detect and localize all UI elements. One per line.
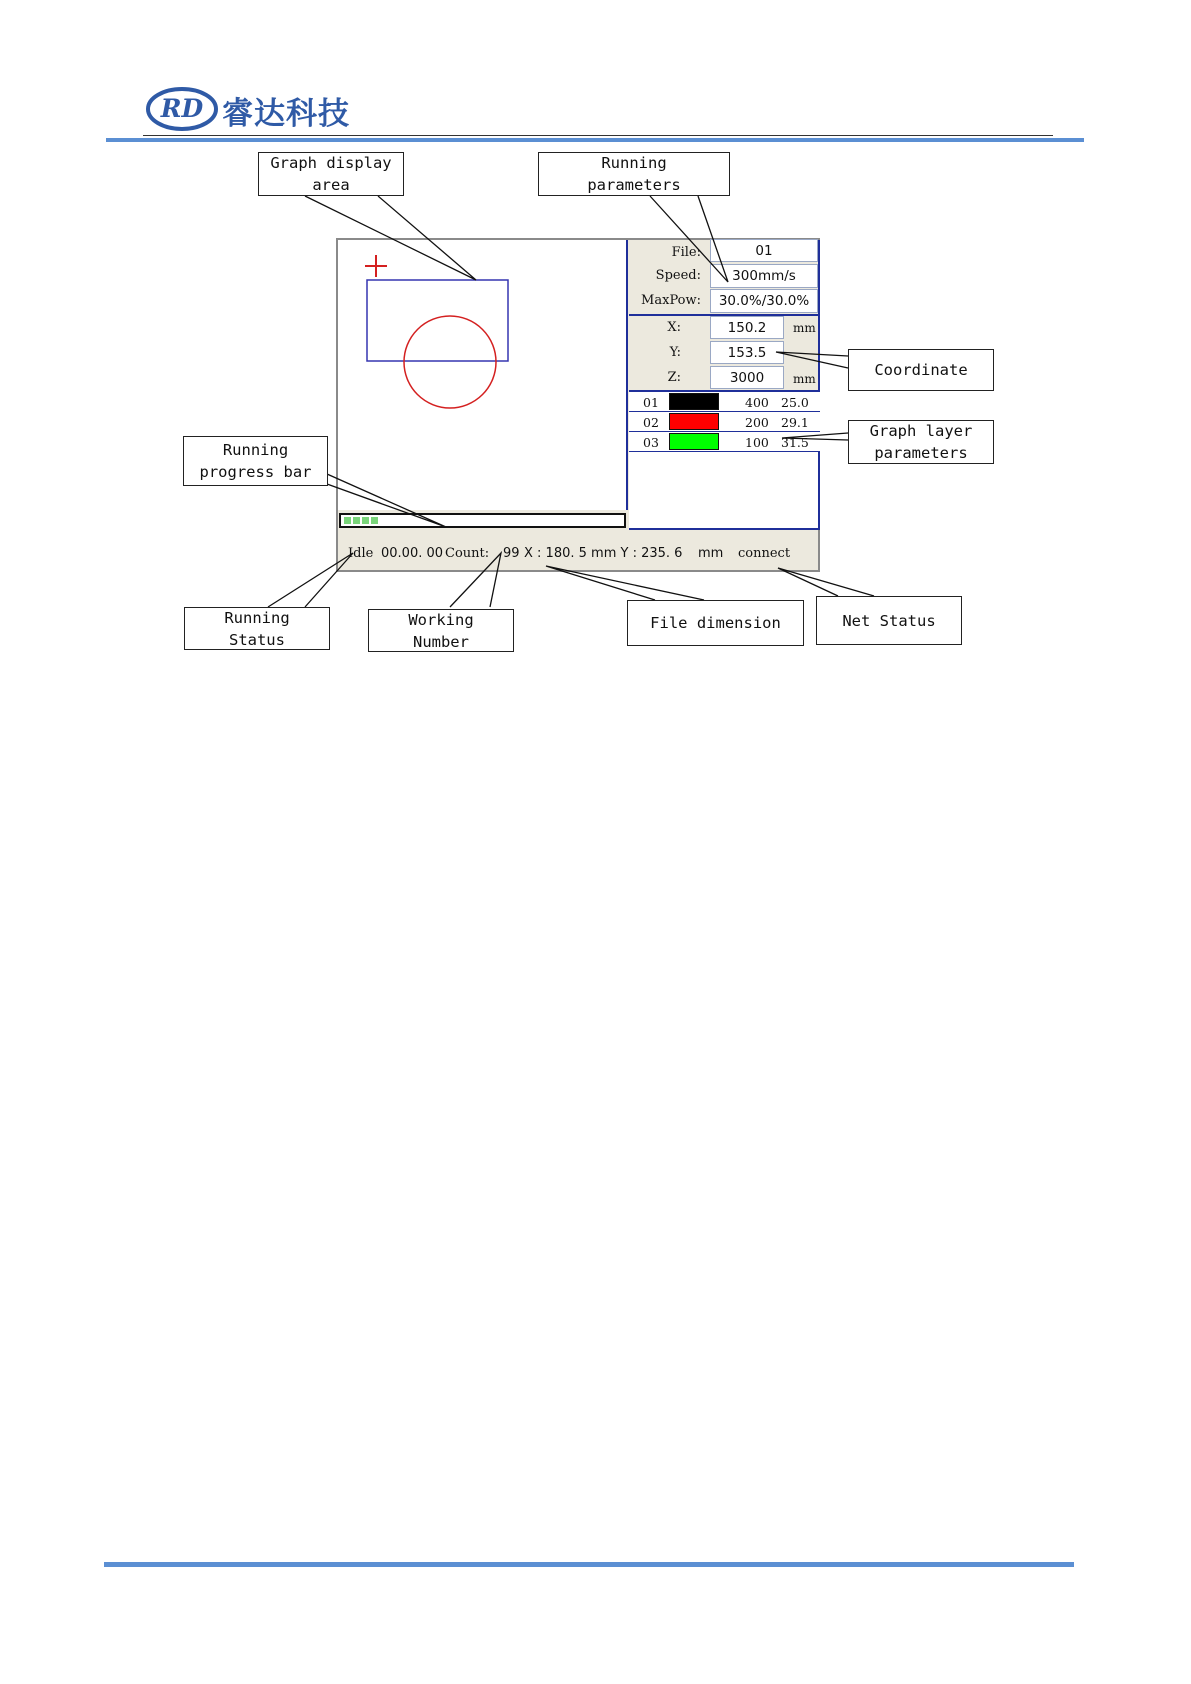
x-value: 150.2 <box>710 316 784 339</box>
status-bar <box>338 538 818 570</box>
speed-label: Speed: <box>655 268 701 283</box>
layer-row[interactable] <box>629 432 820 452</box>
graph-display-area <box>338 240 628 510</box>
maxpow-value: 30.0%/30.0% <box>710 289 818 313</box>
layer-color-swatch <box>669 393 719 410</box>
graphic-circle <box>404 316 496 408</box>
working-number: 99 <box>503 546 520 561</box>
progress-segment <box>353 517 360 524</box>
z-value: 3000 <box>710 366 784 389</box>
callout-net-status: Net Status <box>816 596 962 645</box>
layer-speed: 100 <box>745 435 769 450</box>
graphic-rectangle <box>367 280 508 361</box>
maxpow-label: MaxPow: <box>641 293 701 308</box>
layer-color-swatch <box>669 433 719 450</box>
x-unit: mm <box>793 321 816 335</box>
header-rule <box>106 138 1084 142</box>
layer-speed: 400 <box>745 395 769 410</box>
footer-rule <box>104 1562 1074 1567</box>
callout-running-status: Running Status <box>184 607 330 650</box>
speed-value: 300mm/s <box>710 264 818 288</box>
layer-row[interactable] <box>629 412 820 432</box>
svg-text:RD: RD <box>160 94 204 123</box>
layer-speed: 200 <box>745 415 769 430</box>
progress-segment <box>344 517 351 524</box>
layer-power: 29.1 <box>781 415 809 430</box>
progress-segment <box>371 517 378 524</box>
callout-graph-display-area: Graph display area <box>258 152 404 196</box>
progress-segment <box>362 517 369 524</box>
callout-file-dimension: File dimension <box>627 600 804 646</box>
z-label: Z: <box>667 370 681 385</box>
z-unit: mm <box>793 372 816 386</box>
y-value: 153.5 <box>710 341 784 364</box>
running-time: 00.00. 00 <box>381 546 444 561</box>
x-label: X: <box>667 320 681 335</box>
layer-power: 31.5 <box>781 435 809 450</box>
callout-coordinate: Coordinate <box>848 349 994 391</box>
panel-divider <box>629 528 820 530</box>
layer-row[interactable] <box>629 392 820 412</box>
file-value: 01 <box>710 239 818 262</box>
file-dimension: X : 180. 5 mm Y : 235. 6 <box>524 546 683 561</box>
file-label: File: <box>671 245 701 260</box>
layer-power: 25.0 <box>781 395 809 410</box>
layer-list-empty-area <box>629 452 818 528</box>
callout-running-parameters: Running parameters <box>538 152 730 196</box>
header-rule-thin <box>143 135 1053 136</box>
y-label: Y: <box>669 345 681 360</box>
callout-graph-layer-parameters: Graph layer parameters <box>848 420 994 464</box>
callout-working-number: Working Number <box>368 609 514 652</box>
layer-number: 03 <box>643 435 659 450</box>
running-progress-bar <box>339 513 626 528</box>
layer-number: 02 <box>643 415 659 430</box>
layer-number: 01 <box>643 395 659 410</box>
graph-canvas <box>338 240 626 510</box>
layer-color-swatch <box>669 413 719 430</box>
brand-name: 睿达科技 <box>222 96 350 132</box>
panel-border <box>818 240 820 530</box>
running-status: Idle <box>348 546 374 561</box>
dimension-unit: mm <box>698 546 724 561</box>
count-label: Count: <box>445 546 490 561</box>
net-status: connect <box>738 546 791 561</box>
callout-running-progress-bar: Running progress bar <box>183 436 328 486</box>
rd-logo <box>146 86 218 132</box>
